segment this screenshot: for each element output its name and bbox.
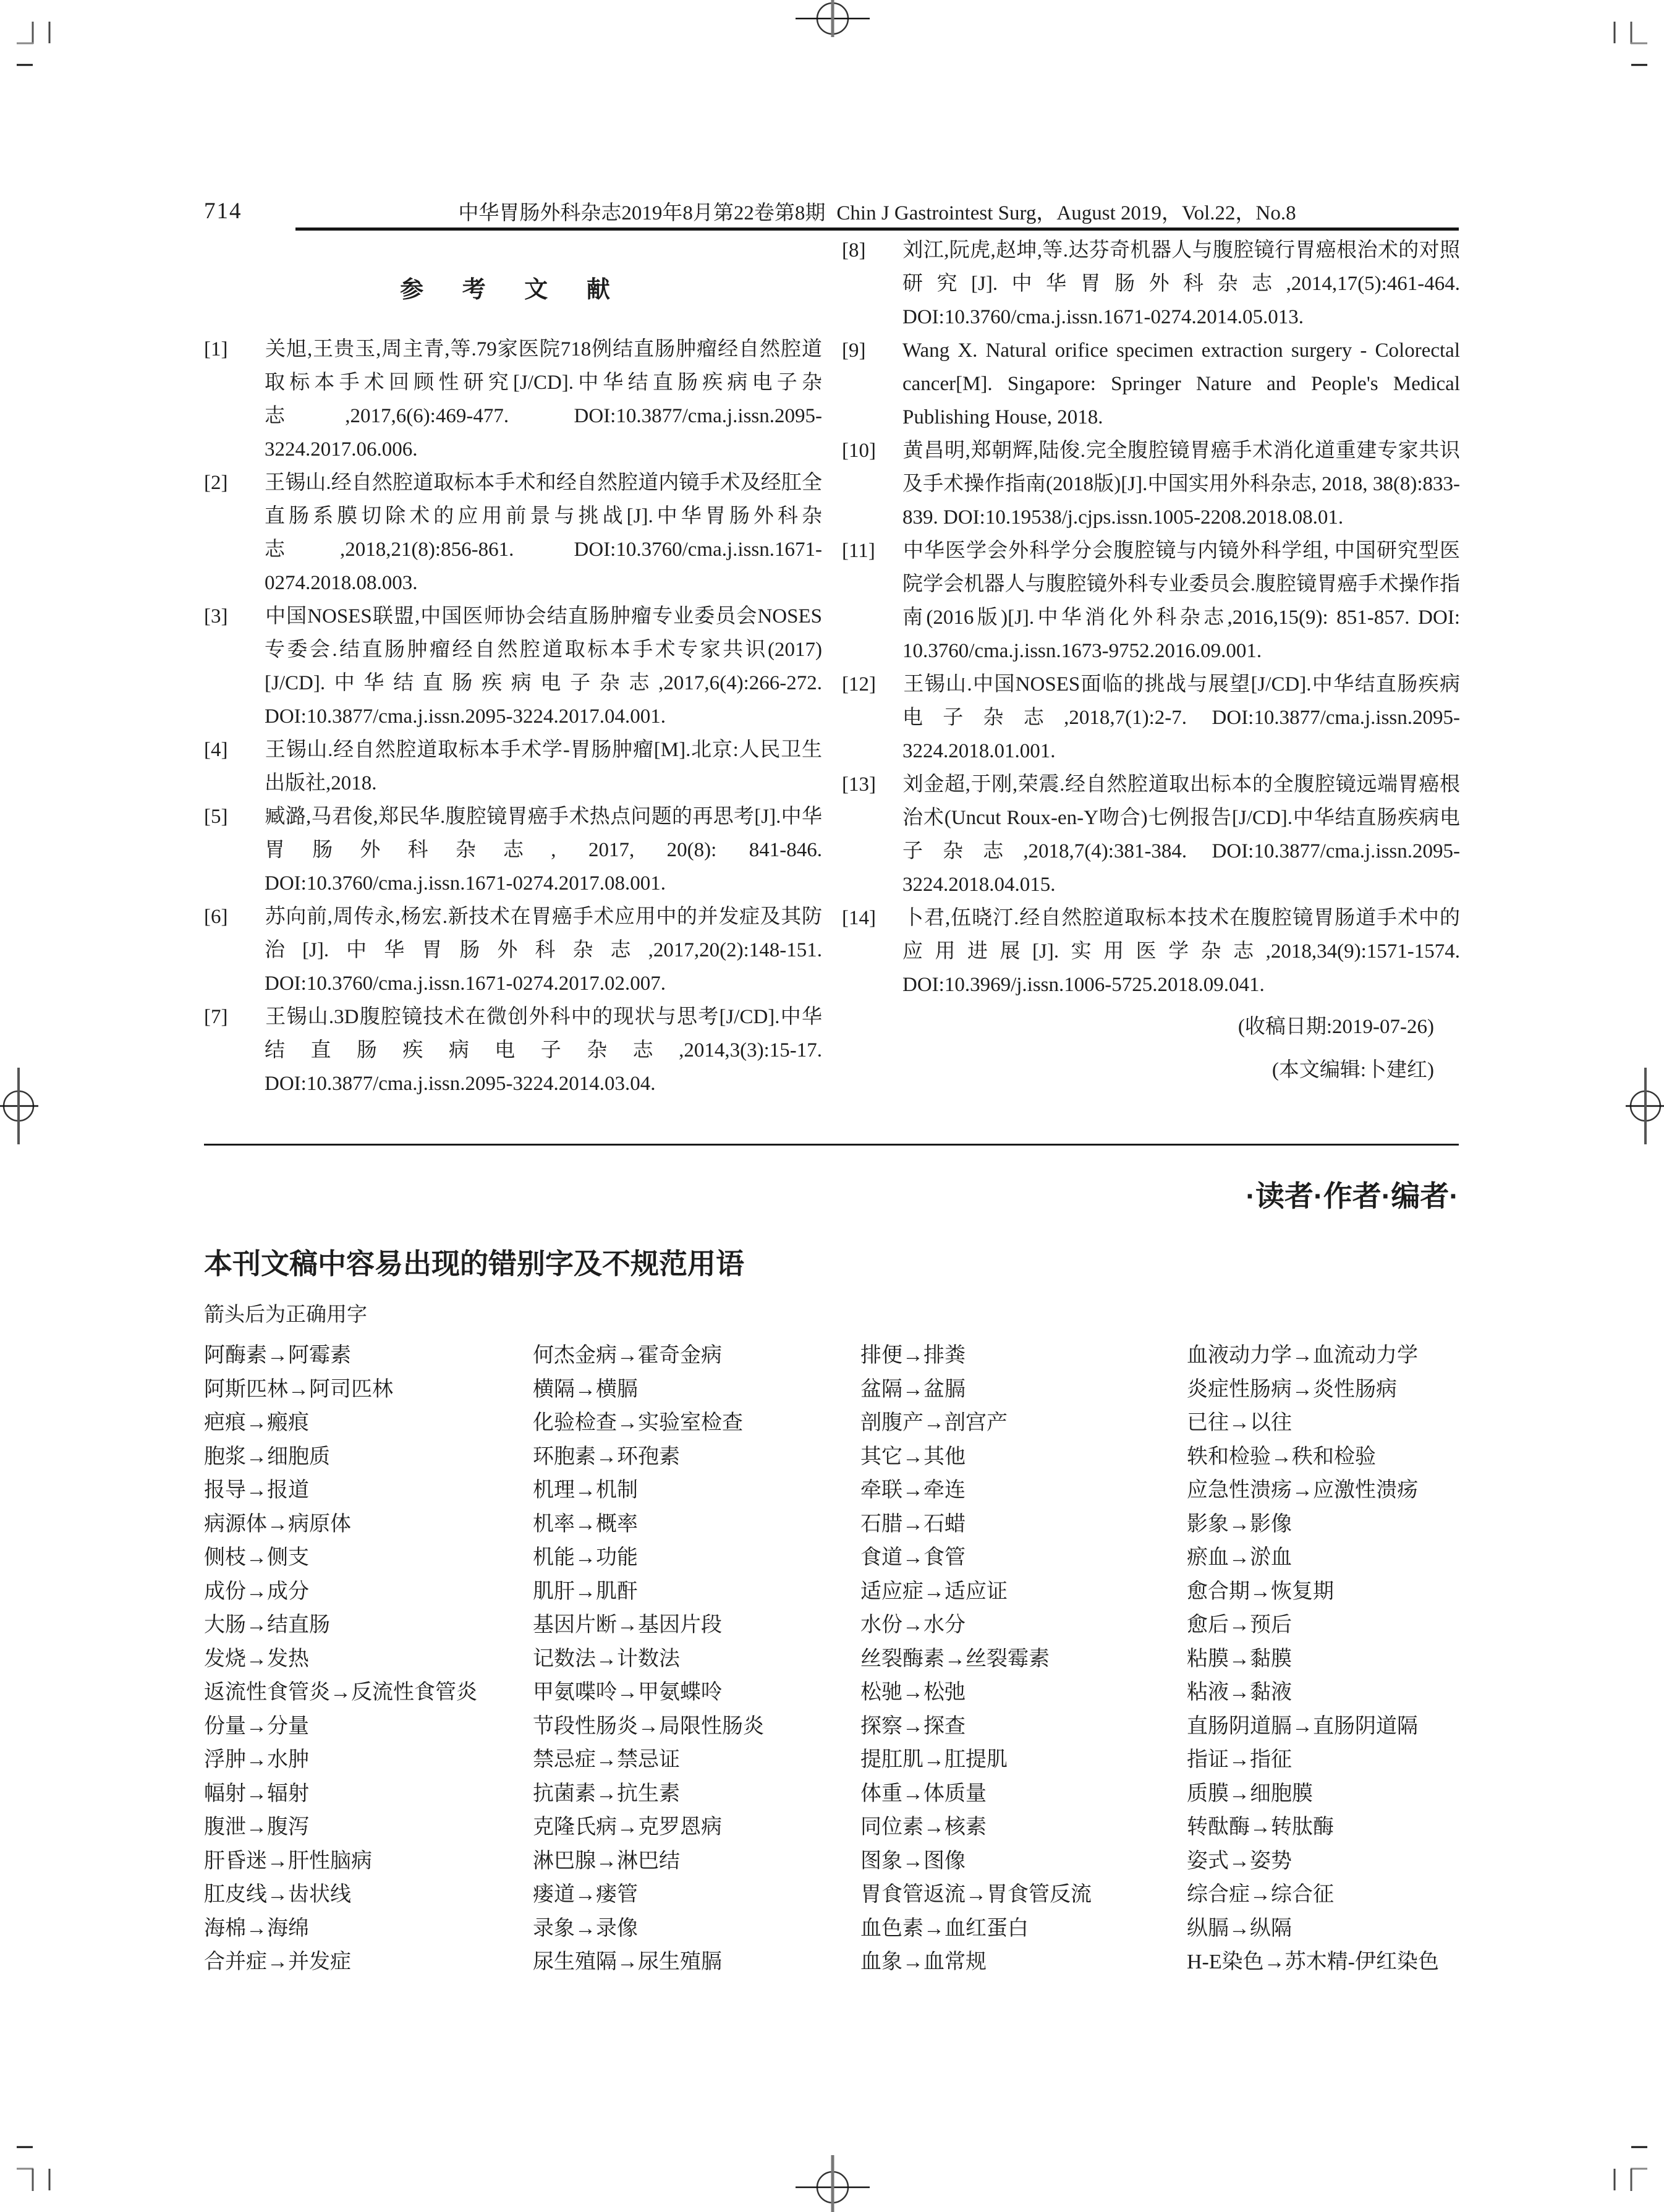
glossary-term: 炎症性肠病→炎性肠病 [1187,1377,1397,1401]
glossary-term: 轶和检验→秩和检验 [1187,1445,1376,1468]
reference-number: [8] [842,239,866,262]
reference-text: 王锡山.3D腹腔镜技术在微创外科中的现状与思考[J/CD].中华结直肠疾病电子杂志,2014,3(3):15-17. DOI:10.3877/cma.j.issn.2095-3224.2014.03.04. [265,1006,822,1095]
glossary-term: 发烧→发热 [204,1647,309,1670]
header-rule [295,228,1459,231]
glossary-term: 机理→机制 [533,1479,638,1502]
glossary-term: 横隔→横膈 [533,1377,638,1401]
glossary-term: 愈后→预后 [1187,1614,1292,1636]
glossary-term: 已往→以往 [1187,1411,1292,1434]
references-column-left [204,273,822,1100]
reference-number: [5] [204,806,228,828]
glossary-term: 提肛肌→肛提肌 [860,1748,1008,1771]
reference-number: [1] [204,338,228,360]
glossary-term: 胞浆→细胞质 [204,1445,330,1468]
reference-item [204,466,822,600]
reference-item [842,768,1460,901]
glossary-term: 甲氨喋呤→甲氨蝶呤 [533,1681,722,1704]
glossary-term: 影象→影像 [1187,1512,1292,1536]
glossary-term: 尿生殖隔→尿生殖膈 [533,1950,722,1973]
journal-title-cn: 中华胃肠外科杂志2019年8月第22卷第8期 [458,202,825,229]
reference-item [204,1000,822,1100]
reference-text: 苏向前,周传永,杨宏.新技术在胃癌手术应用中的并发症及其防治[J].中华胃肠外科杂志,2017,20(2):148-151. DOI:10.3760/cma.j.issn.1671-0274.2017.02.007. [265,906,822,995]
glossary-term: 侧枝→侧支 [204,1546,309,1569]
glossary-term: 基因片断→基因片段 [533,1614,722,1636]
glossary-term: 水份→水分 [860,1614,966,1636]
glossary-term: 胃食管返流→胃食管反流 [860,1883,1092,1906]
glossary-term: 应急性溃疡→应激性溃疡 [1187,1479,1418,1502]
glossary-term: 阿斯匹林→阿司匹林 [204,1377,393,1401]
reference-item [842,434,1460,534]
glossary-term: 肛皮线→齿状线 [204,1883,351,1906]
glossary-term: 食道→食管 [860,1546,966,1569]
glossary-term: 病源体→病原体 [204,1512,351,1536]
glossary-term: 质膜→细胞膜 [1187,1782,1313,1805]
glossary-term: H-E染色→苏木精-伊红染色 [1187,1950,1439,1973]
reference-item [842,334,1460,434]
reference-text: 关旭,王贵玉,周主青,等.79家医院718例结直肠肿瘤经自然腔道取标本手术回顾性研究[J/CD].中华结直肠疾病电子杂志,2017,6(6):469-477. DOI:10.3877/cma.j.issn.2095-3224.2017.06.006. [265,338,823,461]
glossary-term: 节段性肠炎→局限性肠炎 [533,1714,764,1738]
glossary-term: 合并症→并发症 [204,1950,351,1973]
glossary-term: 记数法→计数法 [533,1647,680,1670]
glossary-term: 粘液→黏液 [1187,1681,1292,1704]
glossary-term: 排便→排粪 [860,1344,966,1367]
glossary-term: 何杰金病→霍奇金病 [533,1344,722,1367]
reference-number: [14] [842,907,876,929]
glossary-term: 录象→录像 [533,1916,638,1940]
glossary-term: 直肠阴道膈→直肠阴道隔 [1187,1714,1418,1738]
glossary-term: 阿酶素→阿霉素 [204,1344,351,1367]
glossary-term: 环胞素→环孢素 [533,1445,680,1468]
glossary-term: 牵联→牵连 [860,1479,966,1502]
reference-item [842,234,1460,334]
glossary-term: 转酞酶→转肽酶 [1187,1816,1334,1839]
registration-mark-bottom-right [1602,2138,1664,2212]
article-editor: (本文编辑:卜建红) [1271,1059,1434,1081]
reference-text: 卜君,伍晓汀.经自然腔道取标本技术在腹腔镜胃肠道手术中的应用进展[J].实用医学杂志,2018,34(9):1571-1574. DOI:10.3969/j.issn.1006-5725.2018.09.041. [902,907,1460,996]
glossary-term: 其它→其他 [860,1445,966,1468]
reference-number: [13] [842,773,876,796]
glossary-term: 腹泄→腹泻 [204,1816,309,1839]
glossary-term: 化验检查→实验室检查 [533,1411,743,1434]
reference-number: [9] [842,339,866,362]
glossary-term: 报导→报道 [204,1479,309,1502]
glossary-term: 份量→分量 [204,1714,309,1738]
reference-text: 王锡山.中国NOSES面临的挑战与展望[J/CD].中华结直肠疾病电子杂志,2018,7(1):2-7. DOI:10.3877/cma.j.issn.2095-3224.2018.01.001. [902,673,1460,762]
glossary-term: 愈合期→恢复期 [1187,1580,1334,1603]
glossary-term: 松驰→松弛 [860,1681,966,1704]
registration-crosshair-bottom-center [794,2150,871,2212]
reference-item [842,901,1460,1002]
registration-crosshair-left-middle [0,1068,58,1144]
glossary-term: 淋巴腺→淋巴结 [533,1849,680,1873]
reference-text: 刘江,阮虎,赵坤,等.达芬奇机器人与腹腔镜行胃癌根治术的对照研究[J].中华胃肠外科杂志,2014,17(5):461-464. DOI:10.3760/cma.j.issn.1671-0274.2014.05.013. [902,239,1460,328]
notice-heading: 本刊文稿中容易出现的错别字及不规范用语 [204,1248,744,1280]
reference-list-left [204,333,822,1100]
glossary-term: 丝裂酶素→丝裂霉素 [860,1647,1050,1670]
reference-text: 中国NOSES联盟,中国医师协会结直肠肿瘤专业委员会NOSES专委会.结直肠肿瘤经自然腔道取标本手术专家共识(2017)[J/CD].中华结直肠疾病电子杂志,2017,6(4):266-272. DOI:10.3877/cma.j.issn.2095-3224.2017.04.001. [265,605,822,728]
glossary-term: 盆隔→盆膈 [860,1377,966,1401]
reference-item [204,900,822,1000]
glossary-term: 纵膈→纵隔 [1187,1916,1292,1940]
glossary-term: 海棉→海绵 [204,1916,309,1940]
glossary-term: 机率→概率 [533,1512,638,1536]
journal-title-line [295,197,1459,226]
reference-number: [6] [204,906,228,928]
reference-number: [7] [204,1006,228,1028]
glossary-term: 姿式→姿势 [1187,1849,1292,1873]
glossary-term: 机能→功能 [533,1546,638,1569]
glossary-term: 同位素→核素 [860,1816,987,1839]
glossary-term: 禁忌症→禁忌证 [533,1748,680,1771]
section-divider-rule [204,1144,1459,1146]
glossary-term: 粘膜→黏膜 [1187,1647,1292,1670]
glossary-term: 瘘道→瘘管 [533,1883,638,1906]
registration-crosshair-right-middle [1606,1068,1664,1144]
reference-number: [11] [842,540,875,562]
glossary-term: 返流性食管炎→反流性食管炎 [204,1681,477,1704]
registration-mark-top-left [0,0,62,74]
glossary-term: 综合症→综合征 [1187,1883,1334,1906]
reference-item [204,733,822,800]
reference-item [842,668,1460,768]
reference-text: 王锡山.经自然腔道取标本手术和经自然腔道内镜手术及经肛全直肠系膜切除术的应用前景与挑战[J].中华胃肠外科杂志,2018,21(8):856-861. DOI:10.3760/cma.j.issn.1671-0274.2018.08.003. [265,472,822,594]
glossary-term: 瘀血→淤血 [1187,1546,1292,1569]
glossary-term: 适应症→适应证 [860,1580,1008,1603]
glossary-term: 疤痕→瘢痕 [204,1411,309,1434]
glossary-term: 剖腹产→剖宫产 [860,1411,1008,1434]
reference-item [204,600,822,733]
reference-text: 刘金超,于刚,荣震.经自然腔道取出标本的全腹腔镜远端胃癌根治术(Uncut Roux-en-Y吻合)七例报告[J/CD].中华结直肠疾病电子杂志,2018,7(4):381-384. DOI:10.3877/cma.j.issn.2095-3224.2018.04.015. [902,773,1460,896]
glossary-column-1 [204,1339,533,1980]
reference-text: Wang X. Natural orifice specimen extraction surgery - Colorectal cancer[M]. Singapore: Springer Nature and People's Medical Publishing House, 2018. [902,339,1460,428]
glossary-term: 体重→体质量 [860,1782,987,1805]
column-section-label: ·读者·作者·编者· [1246,1180,1459,1212]
references-column-right [842,234,1460,1088]
glossary-term: 血液动力学→血流动力学 [1187,1344,1418,1367]
page-number: 714 [204,198,242,224]
glossary-term: 血象→血常规 [860,1950,987,1973]
reference-text: 王锡山.经自然腔道取标本手术学-胃肠肿瘤[M].北京:人民卫生出版社,2018. [265,739,822,794]
reference-text: 黄昌明,郑朝辉,陆俊.完全腹腔镜胃癌手术消化道重建专家共识及手术操作指南(2018版)[J].中国实用外科杂志, 2018, 38(8):833-839. DOI:10.19538/j.cjps.issn.1005-2208.2018.08.01. [902,440,1460,529]
reference-number: [4] [204,739,228,761]
page-header [204,194,1459,231]
registration-mark-top-right [1602,0,1664,74]
received-date: (收稿日期:2019-07-26) [1237,1016,1434,1038]
reference-text: 中华医学会外科学分会腹腔镜与内镜外科学组, 中国研究型医院学会机器人与腹腔镜外科专业委员会.腹腔镜胃癌手术操作指南(2016版)[J].中华消化外科杂志,2016,15(9): 851-857. DOI: 10.3760/cma.j.issn.1673-9752.2016.09.001. [902,540,1460,662]
reference-item [204,800,822,900]
reference-list-right [842,234,1460,1002]
glossary-term: 图象→图像 [860,1849,966,1873]
references-title: 参 考 文 献 [400,277,626,303]
glossary-term: 石腊→石蜡 [860,1512,966,1536]
glossary-term: 克隆氏病→克罗恩病 [533,1816,722,1839]
reference-number: [10] [842,440,876,462]
reference-number: [12] [842,673,876,696]
reference-item [842,534,1460,668]
glossary-term: 探察→探查 [860,1714,966,1738]
notice-note: 箭头后为正确用字 [204,1303,367,1325]
glossary-term: 血色素→血红蛋白 [860,1916,1029,1940]
glossary-term: 幅射→辐射 [204,1782,309,1805]
glossary-term: 成份→成分 [204,1580,309,1603]
registration-crosshair-top-center [794,0,871,57]
glossary-table [204,1339,1459,1980]
reference-item [204,333,822,466]
glossary-column-4 [1187,1339,1459,1980]
glossary-term: 抗菌素→抗生素 [533,1782,680,1805]
glossary-term: 大肠→结直肠 [204,1614,330,1636]
glossary-term: 肌肝→肌酐 [533,1580,638,1603]
reference-number: [3] [204,605,228,627]
reference-number: [2] [204,472,228,494]
registration-mark-bottom-left [0,2138,62,2212]
journal-title-en: Chin J Gastrointest Surg，August 2019，Vol.22，No.8 [836,202,1296,224]
glossary-term: 指证→指征 [1187,1748,1292,1771]
glossary-term: 浮肿→水肿 [204,1748,309,1771]
reference-text: 臧潞,马君俊,郑民华.腹腔镜胃癌手术热点问题的再思考[J].中华胃肠外科杂志, 2017, 20(8): 841-846. DOI:10.3760/cma.j.issn.1671-0274.2017.08.001. [265,806,822,895]
glossary-column-2 [533,1339,860,1980]
glossary-term: 肝昏迷→肝性脑病 [204,1849,372,1873]
glossary-column-3 [860,1339,1187,1980]
